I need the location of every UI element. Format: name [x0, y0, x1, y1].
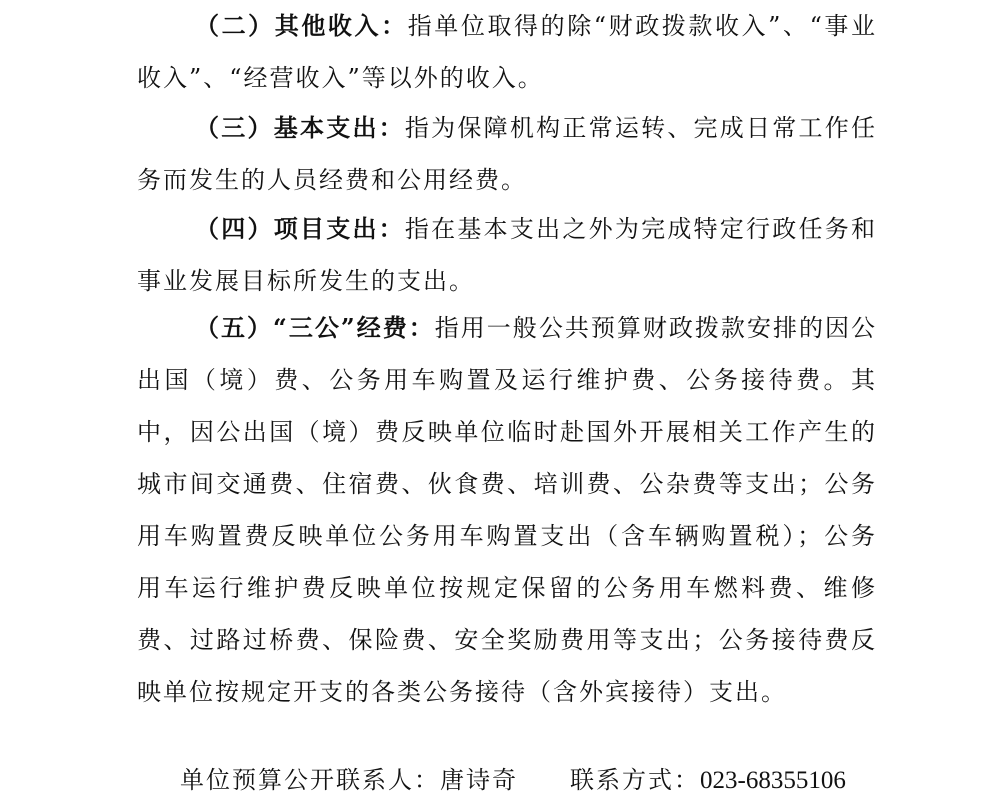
- contact-person-name: 唐诗奇: [440, 766, 518, 794]
- definition-three-public-expenses: 指用一般公共预算财政拨款安排的因公出国（境）费、公务用车购置及运行维护费、公务接待费。其中，因公出国（境）费反映单位临时赴国外开展相关工作产生的城市间交通费、住宿费、伙食费、培训费、公杂费等支出；公务用车购置费反映单位公务用车购置支出（含车辆购置税）；公务用车运行维护费反映单位按规定保留的公务用车燃料费、维修费、过路过桥费、保险费、安全奖励费用等支出；公务接待费反映单位按规定开支的各类公务接待（含外宾接待）支出。: [137, 314, 878, 706]
- term-basic-expenditure: （三）基本支出：: [195, 113, 405, 142]
- contact-phone-number: 023-68355106: [700, 767, 846, 794]
- contact-person-label: 单位预算公开联系人：: [180, 766, 440, 794]
- term-three-public-expenses: （五）“三公”经费：: [195, 313, 435, 342]
- term-project-expenditure: （四）项目支出：: [195, 214, 405, 243]
- paragraph-other-income: [137, 0, 877, 104]
- contact-line: [180, 760, 846, 801]
- definition-project-expenditure: 指在基本支出之外为完成特定行政任务和事业发展目标所发生的支出。: [137, 215, 878, 295]
- paragraph-project-expenditure: [137, 203, 877, 307]
- paragraph-basic-expenditure: [137, 102, 877, 206]
- definition-other-income: 指单位取得的除“财政拨款收入”、“事业收入”、“经营收入”等以外的收入。: [137, 12, 878, 92]
- term-other-income: （二）其他收入：: [195, 11, 408, 40]
- paragraph-three-public-expenses: [137, 302, 877, 718]
- contact-phone-label: 联系方式：: [570, 766, 700, 794]
- definition-basic-expenditure: 指为保障机构正常运转、完成日常工作任务而发生的人员经费和公用经费。: [137, 114, 878, 194]
